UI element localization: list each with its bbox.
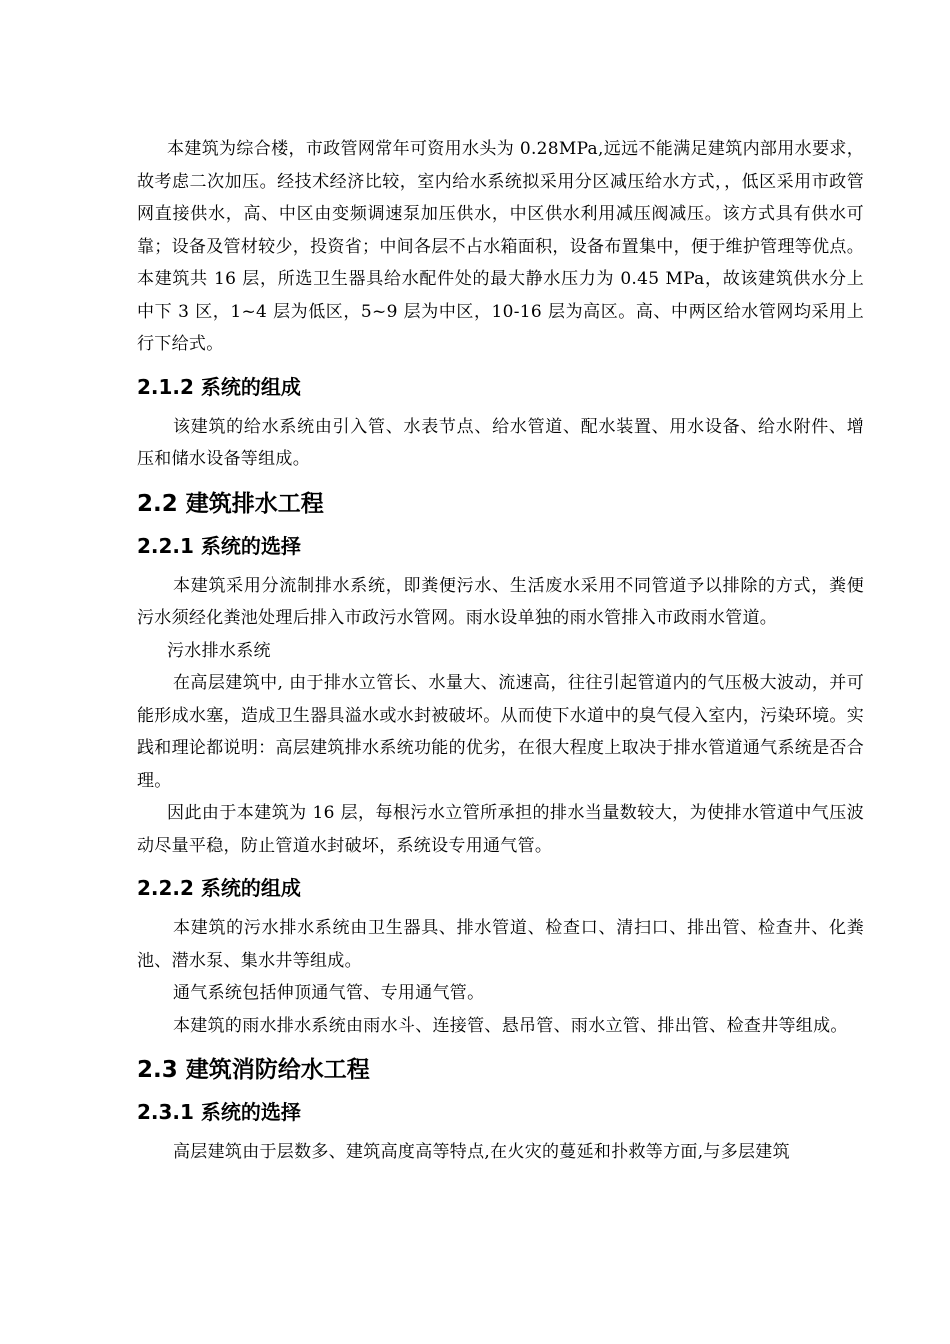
paragraph-sewage-composition: 本建筑的污水排水系统由卫生器具、排水管道、检查口、清扫口、排出管、检查井、化粪池、潜水泵、集水井等组成。 xyxy=(137,918,864,971)
paragraph-highrise-drainage: 在高层建筑中, 由于排水立管长、水量大、流速高，往往引起管道内的气压极大波动，并可能形成水塞，造成卫生器具溢水或水封被破坏。从而使下水道中的臭气侵入室内，污染环境。实践和理论都说明：高层建筑排水系统功能的优劣，在很大程度上取决于排水管道通气系统是否合理。 xyxy=(137,673,864,791)
paragraph-vent-composition: 通气系统包括伸顶通气管、专用通气管。 xyxy=(173,983,485,1003)
paragraph-drainage-selection: 本建筑采用分流制排水系统，即粪便污水、生活废水采用不同管道予以排除的方式，粪便污水须经化粪池处理后排入市政污水管网。雨水设单独的雨水管排入市政雨水管道。 xyxy=(137,575,864,628)
paragraph-vent-pipe-reason: 因此由于本建筑为 16 层，每根污水立管所承担的排水当量数较大，为使排水管道中气压波动尽量平稳，防止管道水封破坏，系统设专用通气管。 xyxy=(137,803,864,856)
paragraph-rainwater-composition: 本建筑的雨水排水系统由雨水斗、连接管、悬吊管、雨水立管、排出管、检查井等组成。 xyxy=(173,1015,848,1036)
heading-2-2: 2.2 建筑排水工程 xyxy=(137,490,324,517)
heading-2-3: 2.3 建筑消防给水工程 xyxy=(137,1057,370,1083)
heading-2-3-1: 2.3.1 系统的选择 xyxy=(137,1100,301,1124)
document-body xyxy=(137,133,864,1169)
heading-2-2-1: 2.2.1 系统的选择 xyxy=(137,533,301,558)
paragraph-fire-protection-intro: 高层建筑由于层数多、建筑高度高等特点,在火灾的蔓延和扑救等方面,与多层建筑 xyxy=(173,1142,790,1162)
paragraph-sewage-system-label: 污水排水系统 xyxy=(167,640,271,661)
heading-2-1-2: 2.1.2 系统的组成 xyxy=(137,374,301,399)
paragraph-water-supply-scheme: 本建筑为综合楼，市政管网常年可资用水头为 0.28MPa,远远不能满足建筑内部用水要求，故考虑二次加压。经技术经济比较，室内给水系统拟采用分区减压给水方式，，低区采用市政管网直接供水，高、中区由变频调速泵加压供水，中区供水利用减压阀减压。该方式具有供水可靠；设备及管材较少，投资省；中间各层不占水箱面积，设备布置集中，便于维护管理等优点。本建筑共 16 层，所选卫生器具给水配件处的最大静水压力为 0.45 MPa，故该建筑供水分上中下 3 区，1~4 层为低区，5~9 层为中区，10-16 层为高区。高、中两区给水管网均采用上行下给式。 xyxy=(137,139,864,354)
paragraph-supply-composition: 该建筑的给水系统由引入管、水表节点、给水管道、配水装置、用水设备、给水附件、增压和储水设备等组成。 xyxy=(137,416,864,469)
heading-2-2-2: 2.2.2 系统的组成 xyxy=(137,876,301,900)
